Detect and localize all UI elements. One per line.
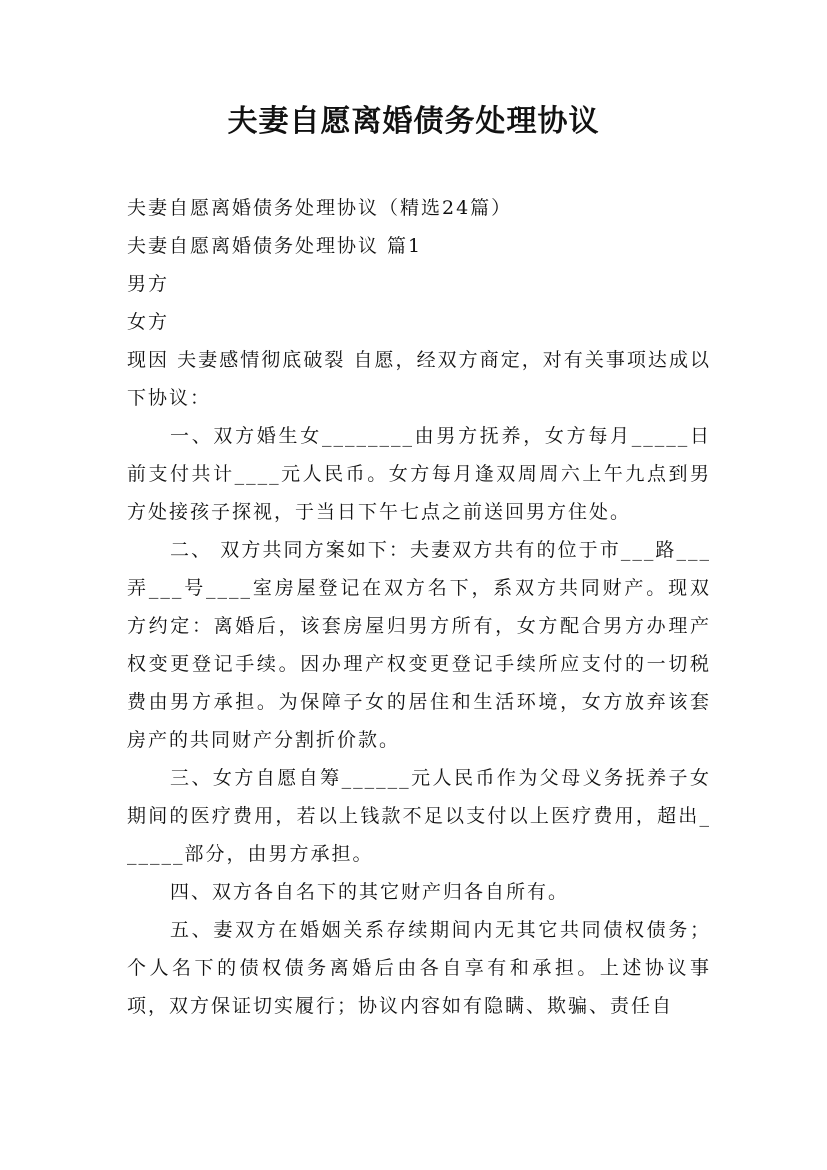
subtitle-line: 夫妻自愿离婚债务处理协议（精选24篇） (127, 197, 513, 219)
party-female: 女方 (127, 311, 170, 333)
clause-4-paragraph: 四、双方各自名下的其它财产归各自所有。 (170, 881, 570, 903)
clause-2-paragraph: 二、 双方共同方案如下：夫妻双方共有的位于市___路___弄___号____室房屋登记在双方名下，系双方共同财产。现双方约定：离婚后，该套房屋归男方所有，女方配合男方办理产权变更登记手续。因办理产权变更登记手续所应支付的一切税费由男方承担。为保障子女的居住和生活环境，女方放弃该套房产的共同财产分割折价款。 (127, 539, 711, 751)
document-body (127, 189, 711, 1025)
document-title: 夫妻自愿离婚债务处理协议 (227, 104, 600, 139)
clause-1-paragraph: 一、双方婚生女________由男方抚养，女方每月_____日前支付共计____元人民币。女方每月逢双周周六上午九点到男方处接孩子探视，于当日下午七点之前送回男方住处。 (127, 425, 711, 523)
section-heading: 夫妻自愿离婚债务处理协议 篇1 (127, 235, 423, 257)
party-male: 男方 (127, 273, 170, 295)
preamble-paragraph: 现因 夫妻感情彻底破裂 自愿，经双方商定，对有关事项达成以下协议： (127, 349, 711, 409)
clause-3-paragraph: 三、女方自愿自筹______元人民币作为父母义务抚养子女期间的医疗费用，若以上钱款不足以支付以上医疗费用，超出______部分，由男方承担。 (127, 767, 711, 865)
clause-5-paragraph: 五、妻双方在婚姻关系存续期间内无其它共同债权债务；个人名下的债权债务离婚后由各自享有和承担。上述协议事项，双方保证切实履行；协议内容如有隐瞒、欺骗、责任自 (127, 919, 711, 1017)
